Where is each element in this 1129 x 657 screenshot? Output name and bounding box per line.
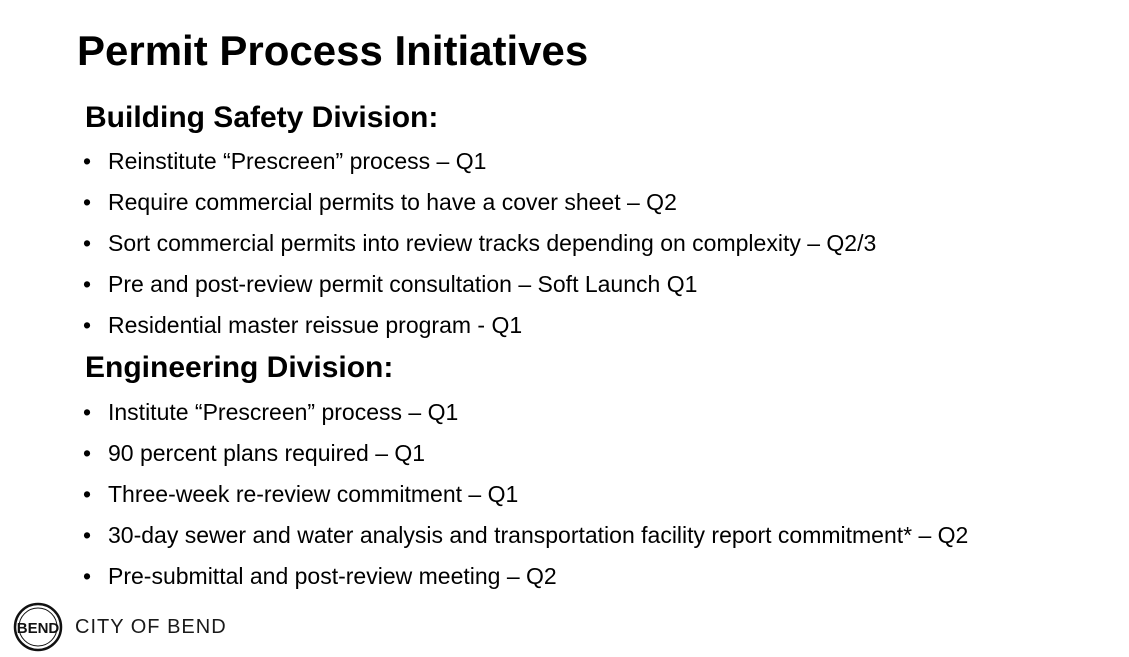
list-item bbox=[83, 227, 876, 268]
list-item-text: 90 percent plans required – Q1 bbox=[108, 440, 426, 466]
list-item-text: Pre and post-review permit consultation – Soft Launch Q1 bbox=[108, 271, 698, 297]
list-item bbox=[83, 268, 876, 309]
bullet-icon: • bbox=[83, 563, 92, 589]
page-title: Permit Process Initiatives bbox=[77, 27, 589, 74]
building-safety-list bbox=[83, 145, 876, 350]
engineering-list bbox=[83, 396, 968, 601]
logo-text: BEND bbox=[16, 620, 60, 637]
list-item-text: Sort commercial permits into review tracks depending on complexity – Q2/3 bbox=[108, 230, 877, 256]
list-item-text: Three-week re-review commitment – Q1 bbox=[108, 481, 519, 507]
bullet-icon: • bbox=[83, 399, 92, 425]
city-seal-icon bbox=[13, 602, 63, 652]
list-item bbox=[83, 519, 968, 560]
list-item bbox=[83, 560, 968, 601]
list-item bbox=[83, 186, 876, 227]
list-item-text: Residential master reissue program - Q1 bbox=[108, 312, 523, 338]
list-item bbox=[83, 145, 876, 186]
bullet-icon: • bbox=[83, 440, 92, 466]
footer bbox=[13, 602, 227, 652]
bullet-icon: • bbox=[83, 481, 92, 507]
list-item bbox=[83, 396, 968, 437]
list-item-text: Pre-submittal and post-review meeting – Q2 bbox=[108, 563, 557, 589]
list-item bbox=[83, 309, 876, 350]
bullet-icon: • bbox=[83, 230, 92, 256]
list-item-text: 30-day sewer and water analysis and transportation facility report commitment* – Q2 bbox=[108, 522, 969, 548]
bullet-icon: • bbox=[83, 189, 92, 215]
list-item bbox=[83, 437, 968, 478]
bullet-icon: • bbox=[83, 148, 92, 174]
bullet-icon: • bbox=[83, 522, 92, 548]
bullet-icon: • bbox=[83, 312, 92, 338]
list-item-text: Reinstitute “Prescreen” process – Q1 bbox=[108, 148, 487, 174]
list-item bbox=[83, 478, 968, 519]
list-item-text: Institute “Prescreen” process – Q1 bbox=[108, 399, 459, 425]
list-item-text: Require commercial permits to have a cover sheet – Q2 bbox=[108, 189, 677, 215]
bullet-icon: • bbox=[83, 271, 92, 297]
section-heading-building-safety: Building Safety Division: bbox=[85, 101, 439, 134]
section-heading-engineering: Engineering Division: bbox=[85, 351, 394, 384]
org-name: CITY OF BEND bbox=[75, 615, 227, 638]
